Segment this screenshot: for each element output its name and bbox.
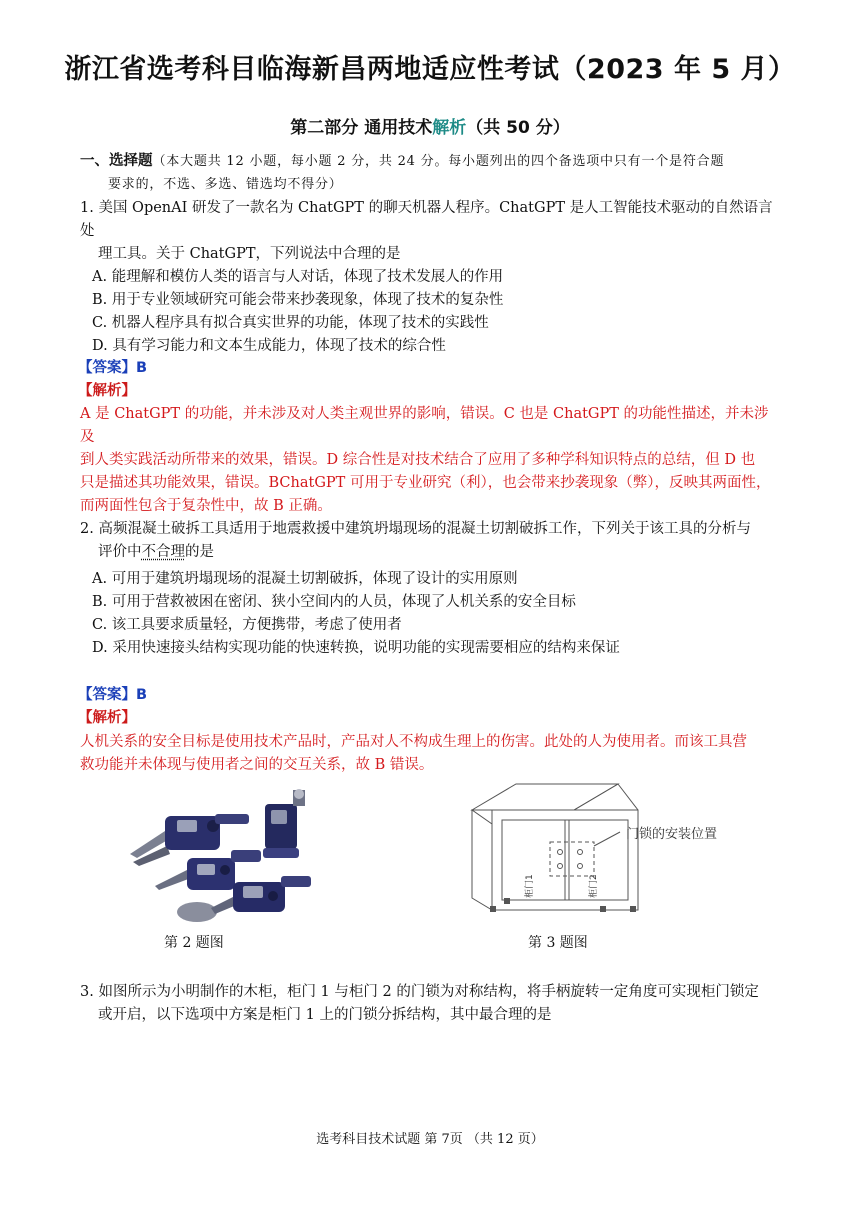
q2-option-c: C. 该工具要求质量轻，方便携带，考虑了使用者 — [92, 617, 402, 633]
q2-answer-block — [78, 684, 778, 730]
cabinet-side — [472, 810, 492, 910]
q2-option-d: D. 采用快速接头结构实现功能的快速转换，说明功能的实现需要相应的结构来保证 — [92, 640, 620, 656]
cabinet-leg — [630, 906, 636, 912]
q3-line-2: 或开启，以下选项中方案是柜门 1 上的门锁分拆结构，其中最合理的是 — [98, 1007, 552, 1023]
q3-line-1: 3. 如图所示为小明制作的木柜，柜门 1 与柜门 2 的门锁为对称结构，将手柄旋转一定角度可实现柜门锁定 — [80, 984, 759, 1000]
q2-option-a: A. 可用于建筑坍塌现场的混凝土切割破拆，体现了设计的实用原则 — [92, 571, 518, 587]
section-note: （本大题共 12 小题，每小题 2 分，共 24 分。每小题列出的四个备选项中只有一个是符合题 — [152, 154, 725, 169]
demolition-tools-image — [125, 786, 320, 926]
q2-line-1: 2. 高频混凝土破拆工具适用于地震救援中建筑坍塌现场的混凝土切割破拆工作，下列关于该工具的分析与 — [80, 521, 751, 537]
subtitle-highlight: 解析 — [432, 118, 467, 138]
cabinet-leg — [600, 906, 606, 912]
q2-explanation-head: 【解析】 — [78, 710, 136, 726]
q1-explanation-head: 【解析】 — [78, 383, 136, 399]
q1-line-2: 理工具。关于 ChatGPT，下列说法中合理的是 — [98, 246, 401, 262]
question-2 — [80, 518, 780, 660]
q2-explanation — [80, 731, 780, 777]
subtitle-end: （共 50 分） — [466, 118, 570, 138]
q1-explanation — [80, 403, 780, 518]
q1-option-a: A. 能理解和模仿人类的语言与人对话，体现了技术发展人的作用 — [92, 269, 504, 285]
lock-area — [550, 842, 594, 876]
q2-expl-line-1: 人机关系的安全目标是使用技术产品时，产品对人不构成生理上的伤害。此处的人为使用者。而该工具营 — [80, 734, 747, 750]
q1-answer: 【答案】B — [78, 360, 148, 376]
fig2-caption: 第 2 题图 — [164, 935, 224, 951]
section-header — [80, 150, 780, 196]
subtitle-main: 第二部分 通用技术 — [290, 118, 433, 138]
cabinet-leg — [504, 898, 510, 904]
section-label: 一、选择题 — [80, 153, 153, 169]
question-3 — [80, 981, 780, 1027]
section-note-2: 要求的，不选、多选、错选均不得分） — [108, 177, 343, 192]
lock-position-label: 门锁的安装位置 — [626, 827, 718, 842]
cabinet-diagram — [468, 780, 738, 925]
door-1-label: 柜门1 — [525, 874, 535, 898]
cabinet-leg — [490, 906, 496, 912]
question-1 — [80, 197, 780, 358]
q2-line-2 — [80, 541, 780, 564]
fig3-caption: 第 3 题图 — [528, 935, 588, 951]
tool-2 — [263, 789, 305, 858]
q1-answer-block — [78, 357, 778, 403]
q2-expl-line-2: 救功能并未体现与使用者之间的交互关系，故 B 错误。 — [80, 757, 434, 773]
page-footer: 选考科目技术试题 第 7页 （共 12 页） — [316, 1132, 544, 1147]
q1-expl-line-1: A 是 ChatGPT 的功能，并未涉及对人类主观世界的影响，错误。C 也是 ChatGPT 的功能性描述，并未涉及 — [80, 406, 769, 445]
q1-option-d: D. 具有学习能力和文本生成能力，体现了技术的综合性 — [92, 338, 446, 354]
q2-line-2-post: 的是 — [185, 544, 214, 560]
page-title: 浙江省选考科目临海新昌两地适应性考试（2023 年 5 月） — [64, 54, 796, 85]
q1-expl-line-3: 只是描述其功能效果，错误。BChatGPT 可用于专业研究（利），也会带来抄袭现象（弊），反映其两面性， — [80, 475, 771, 491]
q2-answer: 【答案】B — [78, 687, 148, 703]
q1-expl-line-4: 而两面性包含于复杂性中，故 B 正确。 — [80, 498, 332, 514]
q1-option-b: B. 用于专业领域研究可能会带来抄袭现象，体现了技术的复杂性 — [92, 292, 504, 308]
q2-line-2-pre: 评价中 — [98, 544, 142, 560]
q2-emphasis: 不合理 — [141, 544, 185, 560]
q1-expl-line-2: 到人类实践活动所带来的效果，错误。D 综合性是对技术结合了应用了多种学科知识特点的总结，但 D 也 — [80, 452, 756, 468]
q1-option-c: C. 机器人程序具有拟合真实世界的功能，体现了技术的实践性 — [92, 315, 489, 331]
page-subtitle — [0, 117, 860, 140]
q2-option-b: B. 可用于营救被困在密闭、狭小空间内的人员，体现了人机关系的安全目标 — [92, 594, 576, 610]
q1-line-1: 1. 美国 OpenAI 研发了一款名为 ChatGPT 的聊天机器人程序。ChatGPT 是人工智能技术驱动的自然语言处 — [80, 200, 773, 239]
door-2-label: 柜门2 — [589, 874, 599, 898]
